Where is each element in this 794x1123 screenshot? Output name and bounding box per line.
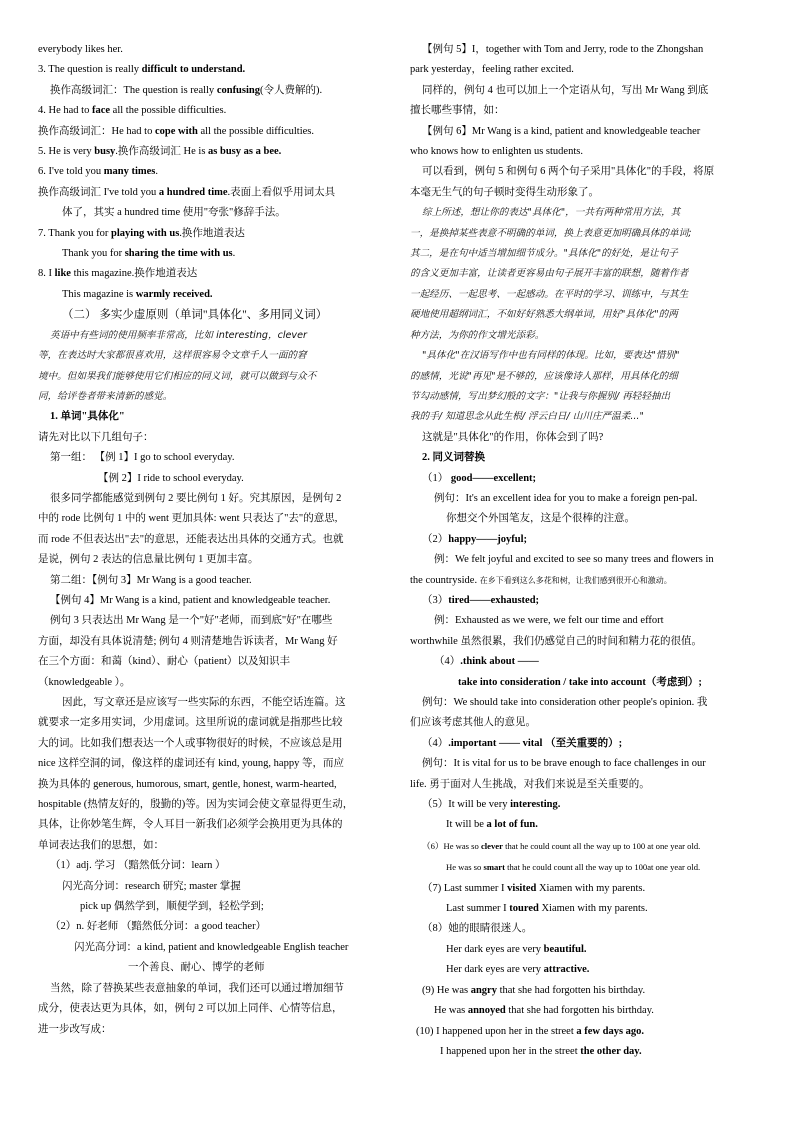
text-line: 综上所述，想让你的表达"具体化"，一共有两种常用方法，其 bbox=[422, 207, 681, 219]
text-line: 我的手/ 知道思念从此生根/ 浮云白日/ 山川庄严温柔..." bbox=[410, 411, 644, 423]
text-line: 而 rode 不但表达出"去"的意思，还能表达出具体的交通方式。也就 bbox=[38, 533, 344, 545]
text-line: 例句：We should take into consideration other people's opinion. 我 bbox=[422, 697, 708, 708]
text-line: who knows how to enlighten us students. bbox=[410, 146, 583, 158]
text-line: （8）她的眼睛很迷人。 bbox=[422, 923, 533, 935]
text-line: Her dark eyes are very beautiful. bbox=[446, 943, 587, 955]
text-line: everybody likes her. bbox=[38, 44, 123, 55]
text-line: 英语中有些词的使用频率非常高，比如 interesting，clever bbox=[50, 329, 307, 341]
text-line: （6）He was so clever that he could count all the way up to 100 at one year old. bbox=[422, 840, 701, 851]
text-line: 一，是换掉某些表意不明确的单词，换上表意更加明确具体的单词; bbox=[410, 227, 692, 239]
text-line: 换作高级词汇 I've told you a hundred time.表面上看似乎用词太具 bbox=[38, 186, 336, 198]
text-line: 闪光高分词：research 研究; master 掌握 bbox=[62, 880, 241, 892]
text-line: 6. I've told you many times. bbox=[38, 166, 159, 178]
text-line: 就要求一定多用实词，少用虚词。这里所说的虚词就是指那些比较 bbox=[38, 717, 343, 729]
text-line: 例：Exhausted as we were, we felt our time and effort bbox=[434, 615, 664, 627]
text-line: 一起经历、一起思考、一起感动。在平时的学习、训练中，与其生 bbox=[410, 288, 689, 300]
text-line: （4）.think about —— bbox=[434, 656, 539, 668]
text-line: 方面，却没有具体说清楚; 例句 4 则清楚地告诉读者，Mr Wang 好 bbox=[38, 635, 338, 647]
text-line: 一个善良、耐心、博学的老师 bbox=[128, 962, 265, 974]
text-line: 这就是"具体化"的作用，你体会到了吗? bbox=[422, 431, 604, 443]
text-line: （二） 多实少虚原则（单词"具体化"、多用同义词） bbox=[62, 309, 328, 322]
text-line: 例句：It is vital for us to be brave enough to face challenges in our bbox=[422, 758, 706, 770]
right-column bbox=[410, 40, 762, 1062]
text-line: 硬地使用超纲词汇，不如好好熟悉大纲单词，用好"具体化"的两 bbox=[410, 309, 678, 321]
text-line: 2. 同义词替换 bbox=[422, 452, 485, 464]
text-line: 中的 rode 比例句 1 中的 went 更加具体: went 只表达了"去"的意思, bbox=[38, 513, 338, 525]
text-line: 换为具体的 generous, humorous, smart, gentle, honest, warm-hearted, bbox=[38, 778, 337, 790]
text-line: hospitable (热情友好的，殷勤的)等。因为实词会使文章显得更生动， bbox=[38, 799, 354, 811]
text-line: Last summer I toured Xiamen with my parents. bbox=[446, 903, 648, 915]
text-line: nice 这样空洞的词，像这样的虚词还有 kind, young, happy 等，而应 bbox=[38, 758, 344, 770]
text-line: pick up 偶然学到，顺便学到，轻松学到; bbox=[80, 901, 264, 913]
text-line: 们应该考虑其他人的意见。 bbox=[410, 717, 536, 729]
text-line: 具体，让你妙笔生辉，令人耳目一新我们必须学会换用更为具体的 bbox=[38, 819, 343, 831]
text-line: worthwhile 虽然很累，我们仍感觉自己的时间和精力花的很值。 bbox=[410, 635, 702, 647]
text-line: He was annoyed that she had forgotten his birthday. bbox=[434, 1005, 654, 1017]
text-line: 8. I like this magazine.换作地道表达 bbox=[38, 268, 198, 280]
text-line: 1. 单词"具体化" bbox=[50, 411, 125, 423]
text-line: Her dark eyes are very attractive. bbox=[446, 964, 590, 976]
text-line: 换作高级词汇：The question is really confusing(令人费解的). bbox=[50, 84, 323, 96]
text-line: 节勾动感情，写出梦幻般的文字："让我与你握别/ 再轻轻抽出 bbox=[410, 390, 671, 402]
text-line: （knowledgeable ）。 bbox=[38, 676, 131, 688]
text-line: 同样的，例句 4 也可以加上一个定语从句，写出 Mr Wang 到底 bbox=[422, 84, 709, 96]
text-line: 等，在表达时大家都很喜欢用，这样很容易令文章千人一面的窘 bbox=[38, 350, 307, 362]
text-line: I happened upon her in the street the other day. bbox=[440, 1045, 642, 1057]
text-line: 例句 3 只表达出 Mr Wang 是一个"好"老师，而到底"好"在哪些 bbox=[50, 615, 333, 627]
text-line: 本毫无生气的句子顿时变得生动形象了。 bbox=[410, 186, 599, 198]
text-line: （4）.important —— vital （至关重要的）; bbox=[422, 737, 623, 749]
text-line: （5）It will be very interesting. bbox=[422, 799, 561, 811]
text-line: 换作高级词汇：He had to cope with all the possible difficulties. bbox=[38, 125, 314, 137]
text-line: 【例 2】I ride to school everyday. bbox=[98, 472, 244, 484]
text-line: life. 勇于面对人生挑战，对我们来说是至关重要的。 bbox=[410, 778, 650, 790]
text-line: 大的词。比如我们想表达一个人或事物很好的时候，不应该总是用 bbox=[38, 737, 343, 749]
text-line: 闪光高分词：a kind, patient and knowledgeable English teacher bbox=[74, 941, 349, 953]
text-line: 3. The question is really difficult to understand. bbox=[38, 64, 246, 76]
text-line: "具体化"在汉语写作中也有同样的体现。比如，要表达"惜别" bbox=[422, 350, 680, 362]
text-line: 当然，除了替换某些表意抽象的单词，我们还可以通过增加细节 bbox=[50, 982, 344, 994]
text-line: (10) I happened upon her in the street a few days ago. bbox=[416, 1025, 645, 1037]
text-line: 是说，例句 2 表达的信息量比例句 1 更加丰富。 bbox=[38, 554, 259, 566]
text-line: 境中。但如果我们能够使用它们相应的同义词，就可以做到与众不 bbox=[38, 370, 317, 382]
text-line: 第二组：【例句 3】Mr Wang is a good teacher. bbox=[50, 574, 252, 586]
text-line: （2）n. 好老师 （黯然低分词：a good teacher） bbox=[50, 921, 267, 933]
text-line: 【例句 5】I，together with Tom and Jerry, rode to the Zhongshan bbox=[422, 44, 704, 55]
text-line: 第一组： 【例 1】I go to school everyday. bbox=[50, 452, 235, 464]
text-line: 【例句 4】Mr Wang is a kind, patient and knowledgeable teacher. bbox=[50, 594, 331, 606]
text-line: （2）happy——joyful; bbox=[422, 533, 528, 545]
text-line: 体了，其实 a hundred time 使用"夸张"修辞手法。 bbox=[62, 207, 286, 219]
text-line: 很多同学都能感觉到例句 2 要比例句 1 好。究其原因，是例句 2 bbox=[50, 492, 342, 504]
text-line: 5. He is very busy.换作高级词汇 He is as busy as a bee. bbox=[38, 146, 282, 158]
text-line: 例：We felt joyful and excited to see so many trees and flowers in bbox=[434, 554, 714, 566]
text-line: 可以看到，例句 5 和例句 6 两个句子采用"具体化"的手段，将原 bbox=[422, 166, 715, 178]
text-line: 的含义更加丰富，让读者更容易由句子展开丰富的联想，随着作者 bbox=[410, 268, 689, 280]
text-line: He was so smart that he could count all the way up to 100at one year old. bbox=[446, 862, 701, 873]
text-line: 同，给评卷者带来清新的感觉。 bbox=[38, 390, 173, 402]
text-line: 单词表达我们的思想，如： bbox=[38, 839, 164, 851]
text-line: 请先对比以下几组句子： bbox=[38, 431, 154, 443]
text-line: （1） good——excellent; bbox=[422, 472, 537, 484]
text-line: 成分，使表达更为具体，如，例句 2 可以加上同伴、心情等信息， bbox=[38, 1003, 343, 1015]
text-line: （7) Last summer I visited Xiamen with my parents. bbox=[422, 882, 646, 894]
text-line: （3）tired——exhausted; bbox=[422, 594, 540, 606]
text-line: 因此，写文章还是应该写一些实际的东西，不能空话连篇。这 bbox=[62, 697, 346, 708]
left-column bbox=[38, 40, 392, 1040]
text-line: 7. Thank you for playing with us.换作地道表达 bbox=[38, 227, 245, 239]
text-line: This magazine is warmly received. bbox=[62, 288, 213, 300]
text-line: the countryside. 在乡下看到这么多花和树，让我们感到很开心和激动。 bbox=[410, 574, 672, 586]
text-line: 在三个方面：和蔼（kind）、耐心（patient）以及知识丰 bbox=[38, 656, 290, 668]
text-line: park yesterday，feeling rather excited. bbox=[410, 64, 574, 76]
text-line: 例句：It's an excellent idea for you to make a foreign pen-pal. bbox=[434, 492, 698, 504]
text-line: 进一步改写成： bbox=[38, 1023, 112, 1035]
text-line: 擅长哪些事情，如： bbox=[410, 105, 505, 117]
text-line: 【例句 6】Mr Wang is a kind, patient and knowledgeable teacher bbox=[422, 125, 701, 137]
text-line: (9) He was angry that she had forgotten his birthday. bbox=[422, 984, 646, 996]
text-line: take into consideration / take into account（考虑到）; bbox=[458, 676, 702, 688]
text-line: 4. He had to face all the possible difficulties. bbox=[38, 105, 227, 117]
text-line: 的感情，光说"再见"是不够的，应该像诗人那样，用具体化的细 bbox=[410, 370, 678, 382]
text-line: 种方法，为你的作文增光添彩。 bbox=[410, 329, 545, 341]
text-line: （1）adj. 学习 （黯然低分词：learn ） bbox=[50, 860, 226, 872]
text-line: 你想交个外国笔友，这是个很棒的注意。 bbox=[446, 513, 635, 525]
text-line: Thank you for sharing the time with us. bbox=[62, 248, 236, 260]
text-line: It will be a lot of fun. bbox=[446, 819, 538, 831]
text-line: 其二，是在句中适当增加细节成分。"具体化"的好处，是让句子 bbox=[410, 248, 678, 260]
